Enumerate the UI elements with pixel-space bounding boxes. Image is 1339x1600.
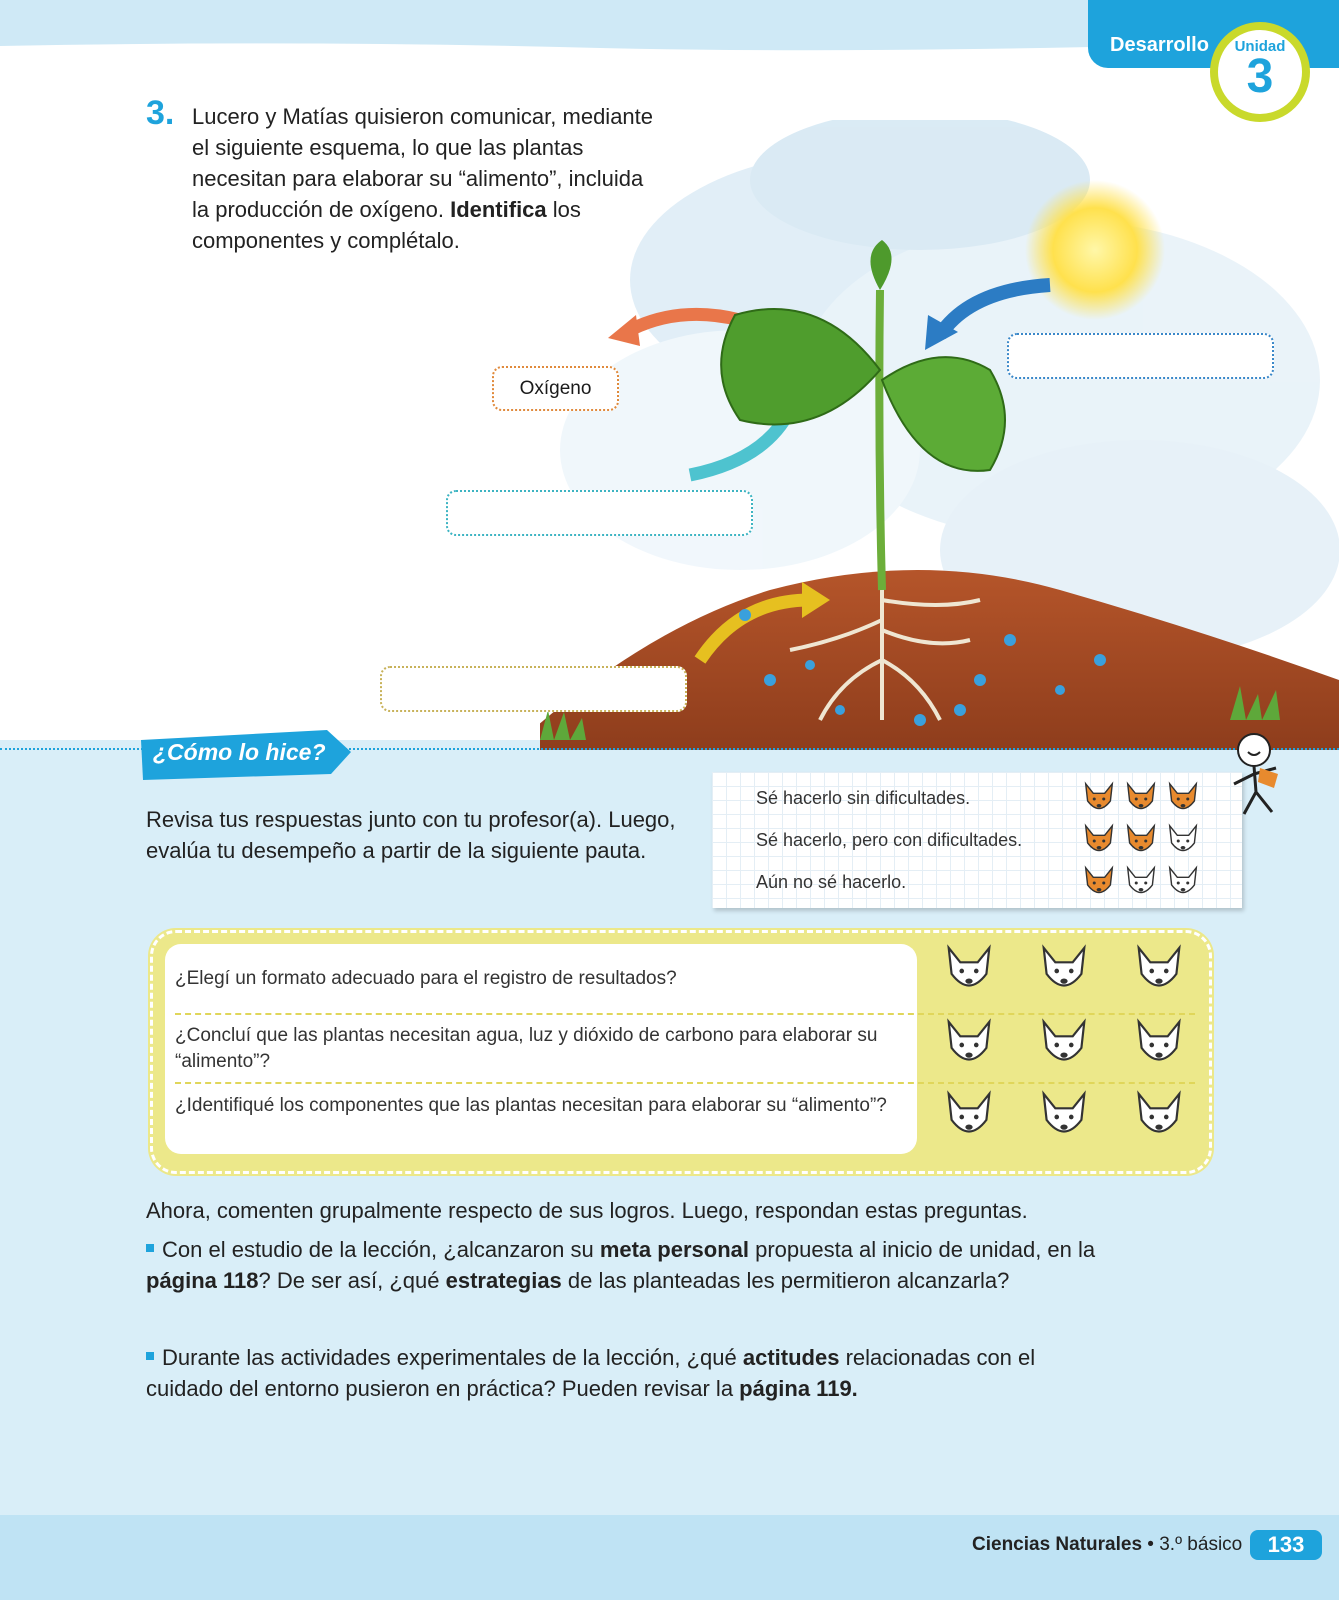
- question-text-a: Lucero y Matías quisieron comunicar, mediante el siguiente esquema, lo que las plantas necesitan para elaborar su “alimento”, incluida la producción de oxígeno.: [192, 104, 654, 222]
- footer-grade: • 3.º básico: [1142, 1534, 1243, 1555]
- q1-part-e: de las planteadas les permitieron alcanzarla?: [561, 1268, 1010, 1293]
- question-text-bold: Identifica: [450, 197, 547, 222]
- oxygen-label: Oxígeno: [519, 377, 592, 399]
- fox-rating-icon[interactable]: [1130, 942, 1225, 1005]
- fox-rating-icon[interactable]: [1130, 1016, 1225, 1079]
- rubric-divider-2: [175, 1082, 1195, 1084]
- co2-answer-box[interactable]: [446, 490, 753, 536]
- self-eval-tag: [137, 728, 355, 782]
- fox-icon: [1164, 822, 1202, 865]
- footer-subject-name: Ciencias Naturales: [972, 1534, 1143, 1555]
- q2-bold-1: actitudes: [742, 1345, 840, 1370]
- fox-rating-icon[interactable]: [940, 942, 1035, 1005]
- q1-bold-1: meta personal: [599, 1237, 749, 1262]
- fox-icon: [1122, 822, 1160, 865]
- sun: [1025, 180, 1165, 320]
- q1-part-d: ? De ser así, ¿qué: [258, 1268, 446, 1293]
- fox-rating-icon[interactable]: [1035, 1016, 1130, 1079]
- kid-mascot-icon: [1216, 728, 1296, 820]
- q1-bold-3: estrategias: [445, 1268, 562, 1293]
- water-answer-box[interactable]: [380, 666, 687, 712]
- q2-part-c: relacionadas con el cuidado del entorno pusieron en práctica? Pueden revisar la: [146, 1345, 1036, 1401]
- fox-icon: [1080, 864, 1118, 907]
- oxygen-label-box: [492, 366, 619, 411]
- rubric-question-2: ¿Concluí que las plantas necesitan agua, luz y dióxido de carbono para elaborar su “alimento”?: [175, 1025, 878, 1072]
- question-number: 3.: [146, 94, 175, 132]
- fox-icon: [1122, 780, 1160, 823]
- q1-part-c: propuesta al inicio de unidad, en la: [748, 1237, 1096, 1262]
- rubric-foxes-2[interactable]: [940, 1016, 1225, 1079]
- bullet-marker: [146, 1244, 154, 1252]
- fox-rating-icon[interactable]: [1035, 942, 1130, 1005]
- unit-label: Unidad: [1234, 38, 1286, 55]
- fox-icon: [1122, 864, 1160, 907]
- question-text-b: los componentes y complétalo.: [192, 197, 581, 253]
- fox-icon: [1164, 780, 1202, 823]
- q1-bold-2: página 118: [146, 1268, 259, 1293]
- fox-icon: [1164, 864, 1202, 907]
- scale-label-3: Aún no sé hacerlo.: [756, 872, 907, 892]
- group-question-2: [146, 1342, 1106, 1404]
- fox-icon: [1080, 822, 1118, 865]
- plant-stem: [879, 290, 882, 590]
- fox-rating-icon[interactable]: [1035, 1088, 1130, 1151]
- light-answer-box[interactable]: [1007, 333, 1274, 379]
- rubric-foxes-3[interactable]: [940, 1088, 1225, 1151]
- scale-label-2: Sé hacerlo, pero con dificultades.: [756, 830, 1023, 850]
- scale-foxes-2: [1080, 822, 1202, 865]
- unit-number: 3: [1246, 50, 1274, 103]
- group-question-1: [146, 1234, 1106, 1296]
- q2-bold-2: página 119.: [739, 1376, 858, 1401]
- rubric-divider-1: [175, 1013, 1195, 1015]
- scale-foxes-1: [1080, 780, 1202, 823]
- scale-foxes-3: [1080, 864, 1202, 907]
- plant-diagram-illustration: [540, 120, 1339, 750]
- fox-rating-icon[interactable]: [940, 1088, 1035, 1151]
- section-label: Desarrollo: [1110, 34, 1209, 56]
- review-instructions: Revisa tus respuestas junto con tu profesor(a). Luego, evalúa tu desempeño a partir de la siguiente pauta.: [146, 807, 676, 863]
- bullet-marker: [146, 1352, 154, 1360]
- group-intro: Ahora, comenten grupalmente respecto de sus logros. Luego, respondan estas preguntas.: [146, 1198, 1028, 1223]
- page-number: 133: [1250, 1530, 1322, 1560]
- rubric-foxes-1[interactable]: [940, 942, 1225, 1005]
- footer-band: [0, 1515, 1339, 1600]
- scale-label-1: Sé hacerlo sin dificultades.: [756, 788, 971, 808]
- rubric-question-3: ¿Identifiqué los componentes que las plantas necesitan para elaborar su “alimento”?: [175, 1095, 887, 1116]
- footer-subject: [972, 1534, 1242, 1556]
- q2-part-a: Durante las actividades experimentales de la lección, ¿qué: [162, 1345, 743, 1370]
- fox-icon: [1080, 780, 1118, 823]
- rating-scale-card: [712, 772, 1242, 908]
- fox-rating-icon[interactable]: [940, 1016, 1035, 1079]
- q1-part-a: Con el estudio de la lección, ¿alcanzaron su: [162, 1237, 600, 1262]
- rubric-question-1: ¿Elegí un formato adecuado para el registro de resultados?: [175, 968, 677, 989]
- fox-rating-icon[interactable]: [1130, 1088, 1225, 1151]
- unit-badge: [1210, 22, 1310, 122]
- self-eval-tag-text: ¿Cómo lo hice?: [153, 739, 326, 765]
